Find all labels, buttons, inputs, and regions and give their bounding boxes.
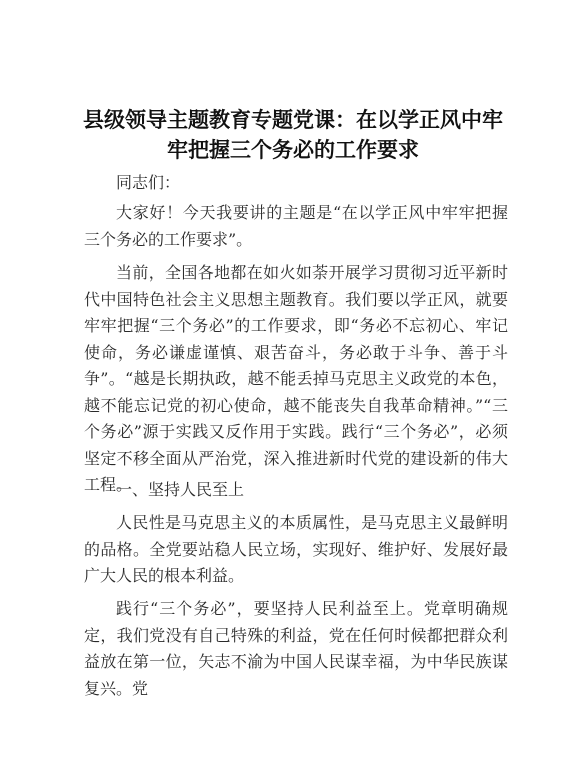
paragraph-people-nature: 人民性是马克思主义的本质属性，是马克思主义最鲜明的品格。全党要站稳人民立场，实现好、维护好、发展好最广大人民的根本利益。 [84, 513, 508, 585]
paragraph-intro: 当前，全国各地都在如火如荼开展学习贯彻习近平新时代中国特色社会主义思想主题教育。我们要以学正风，就要牢牢把握“三个务必”的工作要求，即“务必不忘初心、牢记使命，务必谦虚谨慎、艰苦奋斗，务必敢于斗争、善于斗争”。“越是长期执政，越不能丢掉马克思主义政党的本色，越不能忘记党的初心使命，越不能丧失自我革命精神。”“三个务必”源于实践又反作用于实践。践行“三个务必”，必须坚定不移全面从严治党，深入推进新时代党的建设新的伟大工程。 [84, 263, 508, 494]
paragraph-greeting: 大家好！今天我要讲的主题是“在以学正风中牢牢把握三个务必的工作要求”。 [84, 203, 508, 249]
salutation: 同志们： [116, 173, 181, 192]
document-title-line-1: 县级领导主题教育专题党课：在以学正风中牢 [83, 108, 503, 132]
document-title-line-2: 牢把握三个务必的工作要求 [167, 138, 419, 162]
section-heading: 一、坚持人民至上 [116, 480, 245, 499]
paragraph-people-interest: 践行“三个务必”，要坚持人民利益至上。党章明确规定，我们党没有自己特殊的利益，党在任何时候都把群众利益放在第一位，矢志不渝为中国人民谋幸福，为中华民族谋复兴。党 [84, 599, 508, 698]
